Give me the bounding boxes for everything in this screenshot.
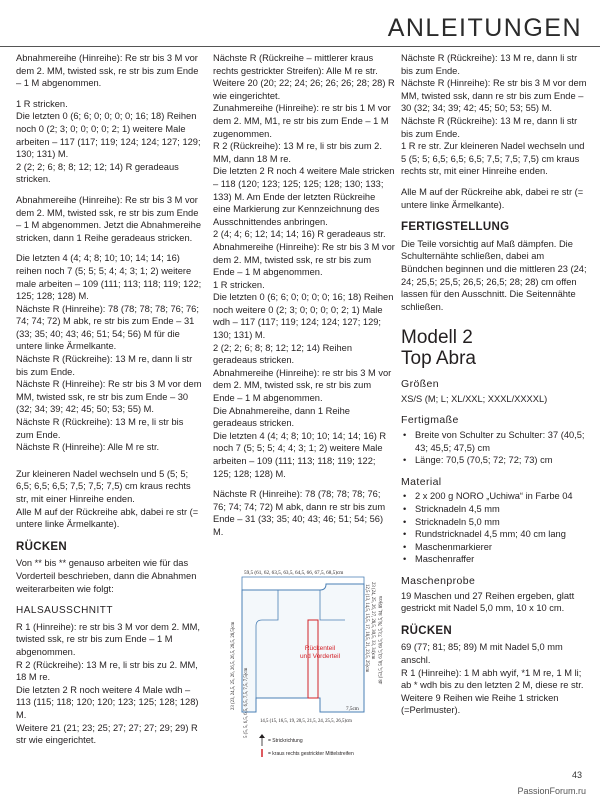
section-heading: RÜCKEN (401, 624, 452, 637)
paragraph: Nächste R (Hinreihe): 78 (78; 78; 78; 76; 76; 74; 74; 72) M abk, re str bis zum Ende – 31 (33; 35; 40; 43; 46; 51; 54; 56) M für die untere linke Ärmelkante. (16, 303, 199, 352)
list-item: • Breite von Schulter zu Schulter: 37 (40,5; 43; 45,5; 47,5) cm (411, 429, 587, 454)
arrowhead-icon (259, 734, 265, 738)
schematic-diagram (200, 560, 400, 760)
list-item: • Maschenmarkierer (411, 541, 587, 554)
paragraph: Die letzten 4 (4; 4; 8; 10; 10; 14; 14; 16) R noch 7 (5; 5; 5; 4; 4; 3; 1; 2) weitere Male arbeiten – 109 (111; 113; 118; 119; 122; 125; 128; 128) M. (213, 430, 387, 479)
paragraph: Die letzten 0 (6; 6; 0; 0; 0; 0; 16; 18) Reihen noch 0 (2; 3; 0; 0; 0; 0; 2; 1) weitere Male arbeiten – 117 (117; 119; 124; 124; 127; 129; 130; 131) M. (16, 111, 201, 160)
paragraph: Die letzten 0 (6; 6; 0; 0; 0; 0; 16; 18) Reihen noch weitere 0 (2; 3; 0; 0; 0; 0; 2; 1) Male wdh – 117 (117; 119; 124; 124; 127; 129; 130; 131) M. (213, 292, 394, 341)
dim-right-2: 12,5 (13, 14,5, 15,5, 17, 18,5, 21, 23,5, 25)cm (364, 584, 369, 673)
list-item: • 2 x 200 g NORO „Uchiwa“ in Farbe 04 (411, 490, 587, 503)
paragraph: Von ** bis ** genauso arbeiten wie für das Vorderteil beschrieben, dann die Abnahmen weiterarbeiten wie folgt: (16, 558, 197, 594)
measurements-list (401, 429, 587, 467)
paragraph: Zunahmereihe (Hinreihe): re str bis 1 M vor dem 2. MM, M1, re str bis zum Ende – 1 M zugenommen. (213, 103, 391, 139)
paragraph: Nächste R (Hinreihe): Re str bis 3 M vor dem MM, twisted ssk, re str bis zum Ende – 30 (32; 34; 39; 42; 45; 50; 53; 55) M. (16, 379, 202, 415)
paragraph: Abnahmereihe (Hinreihe): Re str bis 3 M vor dem 2. MM, twisted ssk, re str bis zum Ende – 1 M abgenommen. Jetzt die Abnahmereihe stricken, dann 1 Reihe geradeaus stricken. (16, 194, 202, 243)
column-middle (213, 52, 395, 547)
model-name: Top Abra (401, 348, 476, 370)
material-list (401, 490, 587, 566)
page-header (0, 0, 600, 44)
paragraph: Nächste R (Rückreihe): 13 M re, dann li str bis zum Ende. (401, 53, 578, 76)
list-item: • Stricknadeln 5,0 mm (411, 516, 587, 529)
paragraph: 69 (77; 81; 85; 89) M mit Nadel 5,0 mm anschl. (401, 642, 563, 665)
list-item: • Maschenraffer (411, 553, 587, 566)
section-heading: RÜCKEN (16, 540, 67, 553)
list-item: • Stricknadeln 4,5 mm (411, 503, 587, 516)
paragraph: Nächste R (Hinreihe): Alle M re str. (16, 442, 160, 453)
dim-right-3: 48 (53,5, 58, 63,5, 68,5, 73,5, 78,5, 84, 89)cm (379, 596, 384, 685)
list-item: • Länge: 70,5 (70,5; 72; 72; 73) cm (411, 454, 587, 467)
model-number: Modell 2 (401, 327, 473, 349)
paragraph: Zur kleineren Nadel wechseln und 5 (5; 5; 6,5; 6,5; 6,5; 7,5; 7,5; 7,5) cm kraus rechts str, mit einer Hinreihe enden. (16, 468, 191, 504)
paragraph: 1 R stricken. (213, 279, 265, 290)
paragraph: 19 Maschen und 27 Reihen ergeben, glatt gestrickt mit Nadel 5,0 mm, 10 x 10 cm. (401, 590, 575, 614)
paragraph: 2 (2; 2; 6; 8; 8; 12; 12; 14) Reihen geradeaus stricken. (213, 342, 353, 366)
list-item: • Rundstricknadel 4,5 mm; 40 cm lang (411, 528, 587, 541)
paragraph: Die letzten 4 (4; 4; 8; 10; 10; 14; 14; 16) reihen noch 7 (5; 5; 5; 4; 4; 3; 1; 2) weitere male arbeiten – 109 (111; 113; 118; 119; 122; 125; 128; 128) M. (16, 253, 202, 302)
label-groessen: Größen (401, 378, 439, 391)
paragraph: Abnahmereihe (Hinreihe): re str bis 3 M vor dem 2. MM, twisted ssk, re str bis zum Ende – 1 M abgenommen. (213, 367, 392, 404)
sizes: XS/S (M; L; XL/XXL; XXXL/XXXXL) (401, 393, 548, 404)
dim-side: 7,5cm (346, 706, 359, 712)
paragraph: Die letzten 2 R noch 4 weitere Male stricken – 118 (120; 123; 125; 125; 128; 130; 133; 133) M. Am Ende der letzten Rückreihe eine Markierung zur Kennzeichnung des Ausschnittendes anbringen. (213, 166, 395, 227)
paragraph: Nächste R (Rückreihe – mittlerer kraus rechts gestrickter Streifen): Alle M re str. (213, 53, 378, 76)
paragraph: Nächste R (Hinreihe): 78 (78; 78; 78; 76; 76; 74; 74; 72) M abk, dann re str bis zum Ende – 31 (33; 35; 40; 43; 46; 51; 54; 56) M. (213, 489, 386, 537)
paragraph: 2 (4; 4; 6; 12; 14; 14; 16) R geradeaus str. (213, 229, 386, 240)
header-rule (0, 46, 600, 47)
paragraph: Nächste R (Rückreihe): 13 M re, dann li str bis zum Ende. (16, 354, 193, 377)
watermark: PassionForum.ru (517, 786, 586, 796)
paragraph: Abnahmereihe (Hinreihe): Re str bis 3 M vor dem 2. MM, twisted ssk, re str bis zum Ende – 1 M abgenommen. (16, 53, 199, 89)
paragraph: R 2 (Rückreihe): 13 M re, li str bis zum 2. MM, dann 18 M re. (213, 141, 382, 164)
garment-outline (242, 584, 364, 712)
paragraph: Weitere 21 (21; 23; 25; 27; 27; 27; 29; 29) R str wie eingerichtet. (16, 722, 198, 746)
paragraph: Die letzten 2 R noch weitere 4 Male wdh – 113 (115; 118; 120; 120; 123; 125; 128; 128) M. (16, 684, 199, 720)
paragraph: Nächste R (Hinreihe): Re str bis 3 M vor dem MM, twisted ssk, dann re str bis zum Ende – 30 (32; 34; 39; 42; 45; 50; 53; 55) M. (401, 78, 587, 114)
dim-left-2: 5 (5, 5, 6,5, 6,5, 6,5, 7,5, 7,5, 7,5)cm (244, 667, 249, 738)
legend-label-1: = Strickrichtung (268, 738, 303, 744)
center-label-2: und Vorderteil (299, 653, 341, 660)
paragraph: Nächste R (Rückreihe): 13 M re, dann li str bis zum Ende. (401, 115, 578, 139)
paragraph: Die Teile vorsichtig auf Maß dämpfen. Die Schulternähte schließen, dabei am Bündchen beginnen und die mittleren 23 (24; 24; 25,5; 25,5; 26,5; 26,5; 28; 28) cm offen lassen für den Ausschnitt. Die Seitennähte schließen. (401, 238, 587, 312)
paragraph: Alle M auf der Rückreihe abk, dabei re str (= untere linke Ärmelkante). (401, 186, 584, 210)
paragraph: Weitere 20 (20; 22; 24; 26; 26; 26; 28; 28) R wie eingerichtet. (213, 78, 395, 101)
subsection-heading: HALSAUSSCHNITT (16, 605, 114, 617)
paragraph: R 1 (Hinreihe): re str bis 3 M vor dem 2. MM, twisted ssk, re str bis zum Ende – 1 M abgenommen. (16, 621, 200, 657)
section-heading: FERTIGSTELLUNG (401, 221, 510, 234)
paragraph: 1 R re str. Zur kleineren Nadel wechseln und 5 (5; 5; 6,5; 6,5; 6,5; 7,5; 7,5; 7,5) cm kraus rechts str, mit einer Hinreihe enden. (401, 141, 585, 177)
section-title: ANLEITUNGEN (387, 14, 582, 42)
dim-left-1: 23 (23, 24,5, 25, 26, 26,5, 26,5, 28,5, 28,5)cm (231, 621, 236, 710)
paragraph: Die Abnahmereihe, dann 1 Reihe geradeaus stricken. (213, 405, 350, 429)
column-right (401, 52, 587, 717)
model-title (401, 327, 587, 369)
paragraph: R 1 (Hinreihe): 1 M abh wyif, *1 M re, 1 M li; ab * wdh bis zu den letzten 2 M, diese re str. (401, 667, 584, 691)
center-label-1: Rückenteil (304, 645, 336, 652)
paragraph: R 2 (Rückreihe): 13 M re, li str bis zu 2. MM, 18 M re. (16, 659, 198, 683)
paragraph: Abnahmereihe (Hinreihe): Re str bis 3 M vor dem 2. MM, twisted ssk, re str bis zum Ende – 1 M abgenommen. (213, 241, 395, 278)
label-fertigmasse: Fertigmaße (401, 414, 459, 427)
page-number: 43 (571, 770, 582, 780)
dim-right-1: 23 (24, 25, 26, 27, 28,5, 30,5, 33, 34)cm (370, 582, 375, 660)
paragraph: Alle M auf der Rückreihe abk, dabei re str (= untere linke Ärmelkante). (16, 506, 199, 530)
paragraph: Weitere 9 Reihen wie Reihe 1 stricken (=Perlmuster). (401, 692, 559, 716)
paragraph: Nächste R (Rückreihe): 13 M re, li str bis zum Ende. (16, 417, 184, 440)
label-material: Material (401, 475, 442, 488)
label-maschenprobe: Maschenprobe (401, 575, 476, 587)
legend-label-2: = kraus rechts gestrickter Mittelstreifen (268, 751, 354, 757)
column-left (16, 52, 202, 747)
dim-bottom: 14,5 (15, 16,5, 19, 20,5, 21,5, 24, 25,5, 26,5)cm (260, 719, 352, 724)
dim-top: 59,5 (61, 62, 63,5, 63,5, 64,5, 66, 67,5, 68,5)cm (244, 570, 344, 576)
paragraph: 1 R stricken. (16, 98, 68, 109)
paragraph: 2 (2; 2; 6; 8; 8; 12; 12; 14) R geradeaus stricken. (16, 161, 179, 185)
